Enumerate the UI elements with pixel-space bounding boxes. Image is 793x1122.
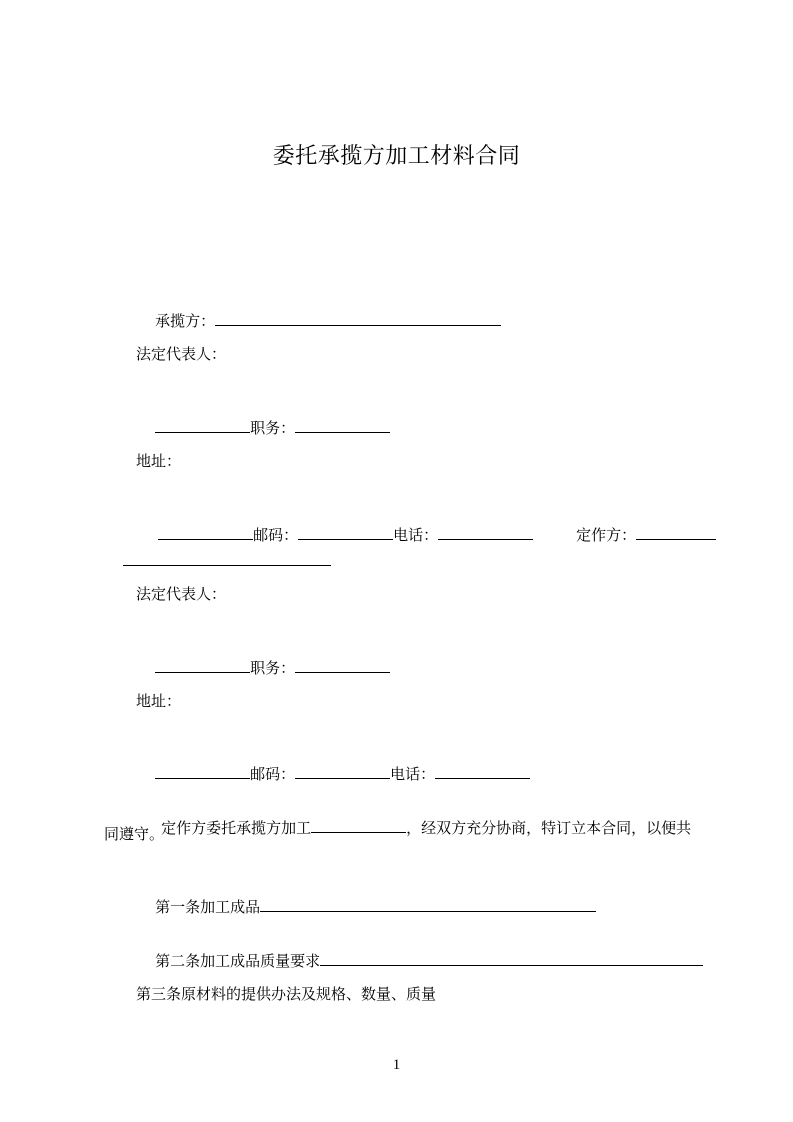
client-position-blank[interactable]: [295, 658, 390, 673]
contractor-position-label: 职务：: [250, 419, 296, 437]
contractor-phone-label: 电话：: [393, 526, 439, 544]
client-label: 定作方：: [576, 526, 637, 544]
client-blank-continuation: [104, 531, 331, 591]
client-address-blank[interactable]: [155, 764, 250, 779]
client-postcode-blank[interactable]: [295, 764, 390, 779]
clause-3: 第三条原材料的提供办法及规格、数量、质量: [136, 985, 437, 1003]
contractor-rep-blank[interactable]: [155, 418, 250, 433]
contractor-address-label: 地址：: [136, 452, 182, 470]
contractor-line: [136, 291, 501, 351]
page-number: 1: [392, 1057, 401, 1073]
client-rep-line: [136, 638, 390, 698]
client-phone-blank[interactable]: [435, 764, 530, 779]
clause-1-label: 第一条加工成品: [155, 898, 261, 916]
client-address-label: 地址：: [136, 692, 182, 710]
contractor-label: 承揽方：: [155, 312, 216, 330]
intro-paragraph: [142, 798, 691, 858]
intro-text-3: 同遵守。: [104, 825, 165, 843]
client-legal-rep-label: 法定代表人：: [136, 585, 227, 603]
client-position-label: 职务：: [250, 659, 296, 677]
client-contact-line: [136, 744, 530, 804]
client-blank-1[interactable]: [636, 525, 716, 540]
contractor-blank[interactable]: [215, 311, 501, 326]
client-postcode-label: 邮码：: [250, 765, 296, 783]
client-rep-blank[interactable]: [155, 658, 250, 673]
intro-text-2: ，经双方充分协商，特订立本合同，以便共: [406, 819, 692, 837]
clause-1: [136, 877, 596, 937]
contractor-phone-blank[interactable]: [438, 525, 533, 540]
client-phone-label: 电话：: [390, 765, 436, 783]
clause-2-blank[interactable]: [320, 951, 703, 966]
contractor-rep-line: [136, 398, 390, 458]
clause-2-label: 第二条加工成品质量要求: [155, 952, 321, 970]
contractor-position-blank[interactable]: [295, 418, 390, 433]
client-line: [557, 505, 716, 565]
client-blank-2[interactable]: [123, 551, 331, 566]
clause-1-blank[interactable]: [260, 897, 596, 912]
clause-2: [136, 931, 703, 991]
intro-blank[interactable]: [311, 818, 406, 833]
contractor-legal-rep-label: 法定代表人：: [136, 345, 227, 363]
intro-text-1: 定作方委托承揽方加工: [161, 819, 312, 837]
document-title: 委托承揽方加工材料合同: [272, 144, 521, 169]
contractor-postcode-label: 邮码：: [253, 526, 299, 544]
